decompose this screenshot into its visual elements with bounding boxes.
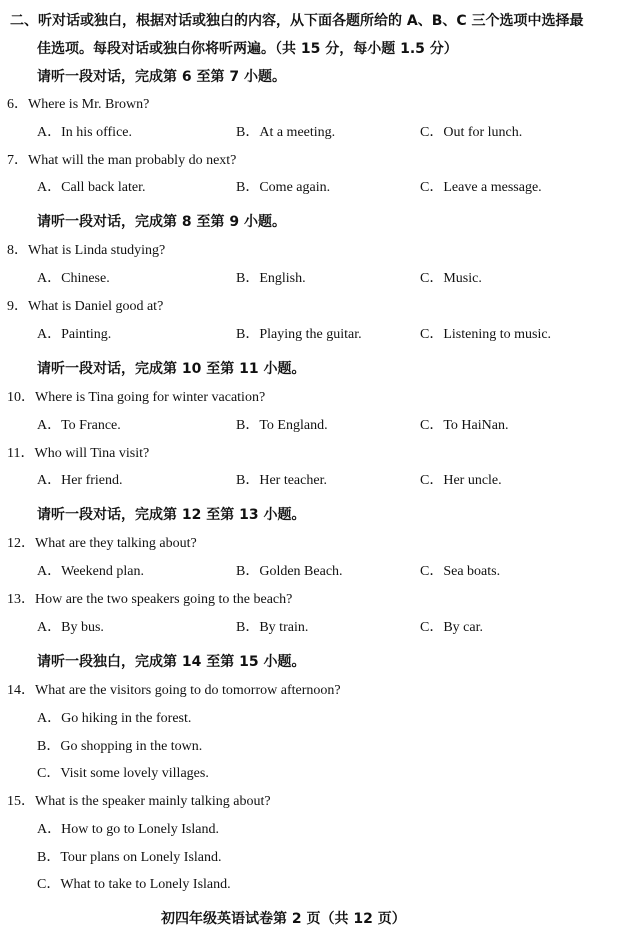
section-instruction-line2: 佳选项。每段对话或独白你将听两遍。（共 15 分，每小题 1.5 分） [37, 41, 458, 57]
passage-heading: 请听一段对话，完成第 12 至第 13 小题。 [37, 507, 306, 523]
option-a: A．Go hiking in the forest. [37, 711, 192, 726]
option-b: B．At a meeting. [236, 125, 336, 140]
question-stem: 12．What are they talking about? [7, 536, 197, 551]
question-stem: 8．What is Linda studying? [7, 243, 166, 258]
option-b: B．Golden Beach. [236, 564, 343, 579]
option-c: C．Out for lunch. [420, 125, 523, 140]
option-a: A．In his office. [37, 125, 132, 140]
question-stem: 11．Who will Tina visit? [7, 446, 150, 461]
option-c: C．Listening to music. [420, 327, 552, 342]
option-a: A．Chinese. [37, 271, 110, 286]
option-b: B．Playing the guitar. [236, 327, 362, 342]
question-stem: 15．What is the speaker mainly talking about? [7, 794, 271, 809]
option-c: C．Leave a message. [420, 180, 542, 195]
option-a: A．How to go to Lonely Island. [37, 822, 219, 837]
option-b: B．Tour plans on Lonely Island. [37, 850, 222, 865]
option-a: A．Call back later. [37, 180, 146, 195]
option-a: A．To France. [37, 418, 121, 433]
question-stem: 7．What will the man probably do next? [7, 153, 237, 168]
passage-heading: 请听一段独白，完成第 14 至第 15 小题。 [37, 654, 306, 670]
passage-heading: 请听一段对话，完成第 8 至第 9 小题。 [37, 214, 286, 230]
question-stem: 13．How are the two speakers going to the beach? [7, 592, 293, 607]
question-stem: 6．Where is Mr. Brown? [7, 97, 150, 112]
option-c: C．What to take to Lonely Island. [37, 877, 231, 892]
option-b: B．By train. [236, 620, 309, 635]
option-a: A．By bus. [37, 620, 104, 635]
option-a: A．Painting. [37, 327, 112, 342]
passage-heading: 请听一段对话，完成第 10 至第 11 小题。 [37, 361, 306, 377]
option-b: B．Her teacher. [236, 473, 327, 488]
option-a: A．Weekend plan. [37, 564, 144, 579]
option-c: C．Sea boats. [420, 564, 501, 579]
option-c: C．To HaiNan. [420, 418, 509, 433]
option-b: B．To England. [236, 418, 328, 433]
question-stem: 9．What is Daniel good at? [7, 299, 164, 314]
option-c: C．By car. [420, 620, 483, 635]
option-b: B．English. [236, 271, 306, 286]
section-instruction-line1: 二、听对话或独白，根据对话或独白的内容，从下面各题所给的 A、B、C 三个选项中选择最 [10, 13, 584, 29]
page-footer: 初四年级英语试卷第 2 页（共 12 页） [161, 911, 406, 927]
option-b: B．Come again. [236, 180, 331, 195]
option-c: C．Visit some lovely villages. [37, 766, 209, 781]
option-a: A．Her friend. [37, 473, 123, 488]
option-c: C．Her uncle. [420, 473, 502, 488]
passage-heading: 请听一段对话，完成第 6 至第 7 小题。 [37, 69, 286, 85]
option-c: C．Music. [420, 271, 482, 286]
question-stem: 10．Where is Tina going for winter vacation? [7, 390, 266, 405]
question-stem: 14．What are the visitors going to do tomorrow afternoon? [7, 683, 341, 698]
option-b: B．Go shopping in the town. [37, 739, 203, 754]
